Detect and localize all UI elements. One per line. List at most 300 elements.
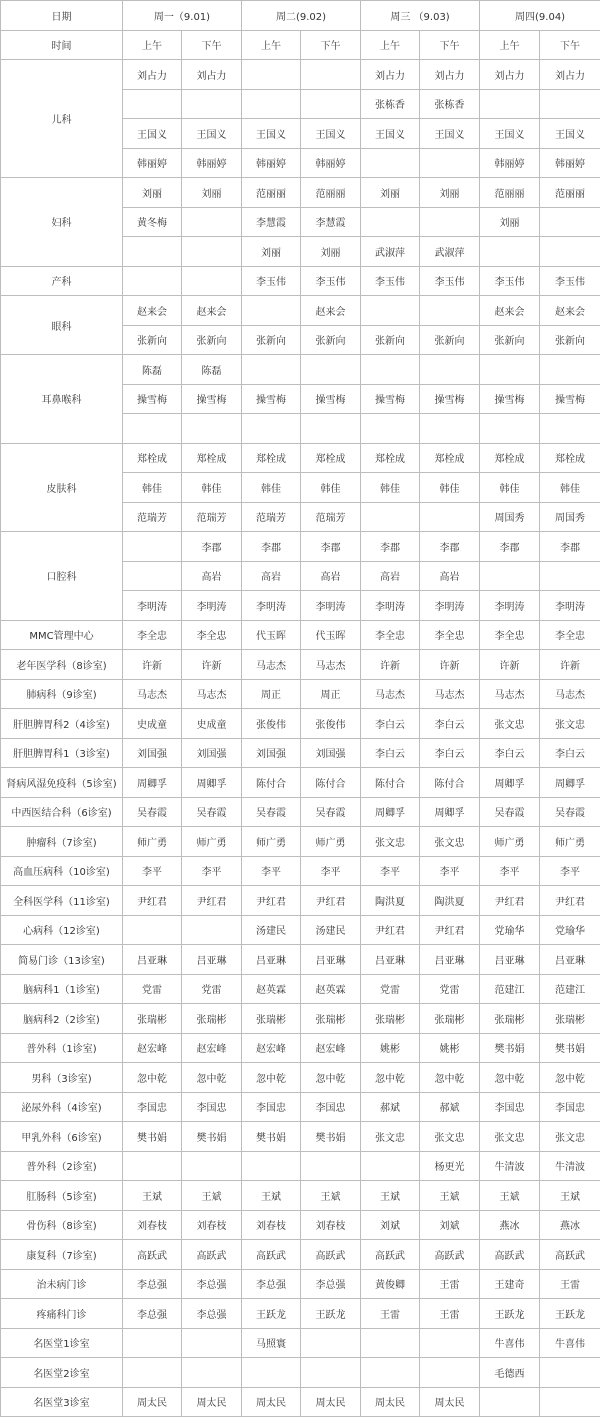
doctor-cell: 张新向 bbox=[480, 325, 540, 355]
doctor-cell: 高跃武 bbox=[182, 1240, 242, 1270]
doctor-cell: 周太民 bbox=[361, 1387, 420, 1417]
doctor-cell bbox=[361, 296, 420, 326]
am-label: 上午 bbox=[123, 30, 182, 60]
doctor-cell bbox=[420, 414, 480, 444]
doctor-cell: 周太民 bbox=[242, 1387, 301, 1417]
department-name: 骨伤科（8诊室) bbox=[1, 1210, 123, 1240]
doctor-cell: 许新 bbox=[182, 650, 242, 680]
doctor-cell bbox=[242, 414, 301, 444]
doctor-cell: 师广勇 bbox=[301, 827, 361, 857]
doctor-cell: 张新向 bbox=[123, 325, 182, 355]
doctor-cell: 尹红君 bbox=[540, 886, 600, 916]
department-name: 疼痛科门诊 bbox=[1, 1299, 123, 1329]
doctor-cell: 党雷 bbox=[123, 974, 182, 1004]
doctor-cell bbox=[182, 1358, 242, 1388]
doctor-cell: 韩丽婷 bbox=[242, 148, 301, 178]
doctor-cell: 张栋香 bbox=[420, 89, 480, 119]
doctor-cell: 王国义 bbox=[182, 119, 242, 149]
doctor-cell: 陶洪夏 bbox=[420, 886, 480, 916]
doctor-cell bbox=[123, 561, 182, 591]
doctor-cell: 吴春霞 bbox=[182, 797, 242, 827]
schedule-row bbox=[1, 1358, 600, 1388]
doctor-cell: 赵宏峰 bbox=[242, 1033, 301, 1063]
schedule-row bbox=[1, 856, 600, 886]
doctor-cell: 吴春霞 bbox=[540, 797, 600, 827]
doctor-cell bbox=[540, 355, 600, 385]
doctor-cell: 高岩 bbox=[420, 561, 480, 591]
doctor-cell: 周卿孚 bbox=[420, 797, 480, 827]
doctor-cell: 吕亚琳 bbox=[301, 945, 361, 975]
doctor-cell: 张文忠 bbox=[480, 1122, 540, 1152]
department-name: 眼科 bbox=[1, 296, 123, 355]
department-name: 泌尿外科（4诊室) bbox=[1, 1092, 123, 1122]
doctor-cell: 李总强 bbox=[182, 1299, 242, 1329]
doctor-cell: 王跃龙 bbox=[540, 1299, 600, 1329]
doctor-cell: 李平 bbox=[540, 856, 600, 886]
department-name: 康复科（7诊室) bbox=[1, 1240, 123, 1270]
doctor-cell bbox=[420, 1358, 480, 1388]
doctor-cell: 吴春霞 bbox=[480, 797, 540, 827]
doctor-cell: 操雪梅 bbox=[420, 384, 480, 414]
doctor-cell: 李白云 bbox=[420, 738, 480, 768]
doctor-cell bbox=[301, 355, 361, 385]
doctor-cell bbox=[420, 1328, 480, 1358]
doctor-cell bbox=[123, 1358, 182, 1388]
doctor-cell: 刘占力 bbox=[540, 60, 600, 90]
doctor-cell: 周太民 bbox=[182, 1387, 242, 1417]
doctor-cell: 范建江 bbox=[480, 974, 540, 1004]
pm-label: 下午 bbox=[420, 30, 480, 60]
doctor-cell: 王国义 bbox=[361, 119, 420, 149]
doctor-cell bbox=[123, 237, 182, 267]
doctor-cell: 武淑萍 bbox=[420, 237, 480, 267]
schedule-row bbox=[1, 827, 600, 857]
doctor-cell: 刘春枝 bbox=[182, 1210, 242, 1240]
doctor-cell bbox=[540, 414, 600, 444]
doctor-cell: 操雪梅 bbox=[480, 384, 540, 414]
doctor-cell: 忽中乾 bbox=[123, 1063, 182, 1093]
doctor-cell: 许新 bbox=[420, 650, 480, 680]
doctor-cell: 许新 bbox=[123, 650, 182, 680]
doctor-cell bbox=[182, 89, 242, 119]
doctor-cell: 樊书娟 bbox=[242, 1122, 301, 1152]
doctor-cell: 尹红君 bbox=[420, 915, 480, 945]
doctor-cell: 吕亚琳 bbox=[361, 945, 420, 975]
doctor-cell: 李总强 bbox=[301, 1269, 361, 1299]
doctor-cell: 李平 bbox=[123, 856, 182, 886]
department-name: 高血压病科（10诊室) bbox=[1, 856, 123, 886]
doctor-cell: 牛喜伟 bbox=[480, 1328, 540, 1358]
doctor-cell: 赵来会 bbox=[123, 296, 182, 326]
doctor-cell: 李白云 bbox=[361, 709, 420, 739]
doctor-cell: 忽中乾 bbox=[420, 1063, 480, 1093]
doctor-cell: 高跃武 bbox=[301, 1240, 361, 1270]
doctor-cell bbox=[123, 1151, 182, 1181]
doctor-cell: 韩丽婷 bbox=[540, 148, 600, 178]
department-name: 儿科 bbox=[1, 60, 123, 178]
doctor-cell: 许新 bbox=[480, 650, 540, 680]
doctor-cell: 周正 bbox=[301, 679, 361, 709]
doctor-cell: 高岩 bbox=[242, 561, 301, 591]
doctor-cell: 张文忠 bbox=[420, 827, 480, 857]
doctor-cell: 韩佳 bbox=[182, 473, 242, 503]
doctor-cell: 李白云 bbox=[480, 738, 540, 768]
schedule-row bbox=[1, 355, 600, 385]
doctor-cell: 王雷 bbox=[420, 1299, 480, 1329]
department-name: 口腔科 bbox=[1, 532, 123, 621]
am-label: 上午 bbox=[242, 30, 301, 60]
doctor-cell: 陈付合 bbox=[301, 768, 361, 798]
doctor-cell: 杨更光 bbox=[420, 1151, 480, 1181]
day-header-mon: 周一（9.01) bbox=[123, 1, 242, 31]
schedule-row bbox=[1, 1299, 600, 1329]
doctor-cell: 马志杰 bbox=[420, 679, 480, 709]
doctor-cell: 樊书娟 bbox=[540, 1033, 600, 1063]
doctor-cell: 马志杰 bbox=[540, 679, 600, 709]
doctor-cell: 忽中乾 bbox=[242, 1063, 301, 1093]
doctor-cell: 张文忠 bbox=[540, 1122, 600, 1152]
doctor-cell: 武淑萍 bbox=[361, 237, 420, 267]
doctor-cell: 李平 bbox=[301, 856, 361, 886]
doctor-cell: 李全忠 bbox=[123, 620, 182, 650]
doctor-cell bbox=[242, 89, 301, 119]
doctor-cell: 陈磊 bbox=[182, 355, 242, 385]
doctor-cell: 高岩 bbox=[361, 561, 420, 591]
doctor-cell: 王斌 bbox=[242, 1181, 301, 1211]
header-row-times bbox=[1, 30, 600, 60]
doctor-cell: 燕冰 bbox=[480, 1210, 540, 1240]
doctor-cell: 王斌 bbox=[480, 1181, 540, 1211]
doctor-cell: 师广勇 bbox=[242, 827, 301, 857]
doctor-cell: 郑栓成 bbox=[182, 443, 242, 473]
department-name: 脑病科2（2诊室) bbox=[1, 1004, 123, 1034]
doctor-cell: 赵来会 bbox=[480, 296, 540, 326]
doctor-cell: 张俊伟 bbox=[301, 709, 361, 739]
doctor-cell: 王国义 bbox=[480, 119, 540, 149]
doctor-cell: 范瑞芳 bbox=[301, 502, 361, 532]
doctor-cell: 师广勇 bbox=[123, 827, 182, 857]
doctor-cell: 代玉晖 bbox=[301, 620, 361, 650]
department-name: 产科 bbox=[1, 266, 123, 296]
doctor-cell: 樊书娟 bbox=[301, 1122, 361, 1152]
doctor-cell bbox=[242, 355, 301, 385]
doctor-cell: 李慧霞 bbox=[242, 207, 301, 237]
doctor-cell: 郑栓成 bbox=[480, 443, 540, 473]
doctor-cell: 张瑞彬 bbox=[242, 1004, 301, 1034]
doctor-cell: 刘占力 bbox=[480, 60, 540, 90]
doctor-cell: 刘占力 bbox=[123, 60, 182, 90]
doctor-cell: 刘丽 bbox=[361, 178, 420, 208]
doctor-cell: 牛清波 bbox=[480, 1151, 540, 1181]
doctor-cell: 周卿孚 bbox=[480, 768, 540, 798]
department-name: 中西医结合科（6诊室) bbox=[1, 797, 123, 827]
doctor-cell: 韩丽婷 bbox=[182, 148, 242, 178]
doctor-cell: 王国义 bbox=[540, 119, 600, 149]
doctor-cell: 郝斌 bbox=[361, 1092, 420, 1122]
schedule-row bbox=[1, 1122, 600, 1152]
schedule-row bbox=[1, 296, 600, 326]
doctor-cell bbox=[361, 414, 420, 444]
schedule-row bbox=[1, 620, 600, 650]
department-name: 普外科（2诊室) bbox=[1, 1151, 123, 1181]
doctor-cell: 周国秀 bbox=[480, 502, 540, 532]
am-label: 上午 bbox=[361, 30, 420, 60]
doctor-cell: 张新向 bbox=[540, 325, 600, 355]
doctor-cell: 刘春枝 bbox=[123, 1210, 182, 1240]
doctor-cell bbox=[182, 266, 242, 296]
doctor-cell: 忽中乾 bbox=[480, 1063, 540, 1093]
doctor-cell: 李白云 bbox=[361, 738, 420, 768]
doctor-cell: 李全忠 bbox=[361, 620, 420, 650]
doctor-cell: 张文忠 bbox=[361, 827, 420, 857]
doctor-cell: 马志杰 bbox=[182, 679, 242, 709]
doctor-cell: 范丽丽 bbox=[540, 178, 600, 208]
doctor-cell: 吕亚琳 bbox=[182, 945, 242, 975]
doctor-cell bbox=[480, 414, 540, 444]
doctor-cell: 李平 bbox=[480, 856, 540, 886]
doctor-cell: 李郡 bbox=[182, 532, 242, 562]
doctor-cell: 范瑞芳 bbox=[182, 502, 242, 532]
doctor-cell bbox=[182, 1328, 242, 1358]
doctor-cell: 李总强 bbox=[123, 1269, 182, 1299]
doctor-cell: 李国忠 bbox=[182, 1092, 242, 1122]
doctor-cell: 李平 bbox=[420, 856, 480, 886]
day-header-wed: 周三 （9.03) bbox=[361, 1, 480, 31]
doctor-cell bbox=[242, 60, 301, 90]
doctor-cell: 李总强 bbox=[242, 1269, 301, 1299]
doctor-cell: 韩佳 bbox=[361, 473, 420, 503]
department-name: 肿瘤科（7诊室) bbox=[1, 827, 123, 857]
doctor-cell: 韩佳 bbox=[540, 473, 600, 503]
doctor-cell: 吕亚琳 bbox=[540, 945, 600, 975]
schedule-row bbox=[1, 679, 600, 709]
doctor-cell: 范丽丽 bbox=[242, 178, 301, 208]
department-name: 妇科 bbox=[1, 178, 123, 267]
doctor-cell: 高跃武 bbox=[361, 1240, 420, 1270]
doctor-cell bbox=[301, 60, 361, 90]
schedule-row bbox=[1, 945, 600, 975]
doctor-cell: 周卿孚 bbox=[123, 768, 182, 798]
doctor-cell: 李全忠 bbox=[480, 620, 540, 650]
doctor-cell bbox=[123, 89, 182, 119]
doctor-cell bbox=[480, 1387, 540, 1417]
doctor-cell: 李郡 bbox=[420, 532, 480, 562]
doctor-cell: 王斌 bbox=[123, 1181, 182, 1211]
doctor-cell: 赵宏峰 bbox=[301, 1033, 361, 1063]
doctor-cell: 陈付合 bbox=[361, 768, 420, 798]
doctor-cell: 李郡 bbox=[540, 532, 600, 562]
doctor-cell: 张新向 bbox=[242, 325, 301, 355]
doctor-cell: 韩佳 bbox=[242, 473, 301, 503]
schedule-row bbox=[1, 1387, 600, 1417]
doctor-cell: 王跃龙 bbox=[480, 1299, 540, 1329]
schedule-row bbox=[1, 1033, 600, 1063]
doctor-cell bbox=[540, 1387, 600, 1417]
doctor-cell: 韩丽婷 bbox=[123, 148, 182, 178]
doctor-cell: 刘丽 bbox=[480, 207, 540, 237]
schedule-row bbox=[1, 974, 600, 1004]
doctor-cell: 党雷 bbox=[361, 974, 420, 1004]
doctor-cell: 高跃武 bbox=[242, 1240, 301, 1270]
pm-label: 下午 bbox=[182, 30, 242, 60]
doctor-cell: 牛清波 bbox=[540, 1151, 600, 1181]
doctor-cell bbox=[301, 1328, 361, 1358]
doctor-cell bbox=[242, 1151, 301, 1181]
doctor-cell: 王跃龙 bbox=[242, 1299, 301, 1329]
doctor-cell: 忽中乾 bbox=[182, 1063, 242, 1093]
doctor-cell: 范建江 bbox=[540, 974, 600, 1004]
doctor-cell: 马志杰 bbox=[480, 679, 540, 709]
doctor-cell: 郑栓成 bbox=[540, 443, 600, 473]
schedule-body bbox=[1, 1, 600, 1417]
doctor-cell: 马志杰 bbox=[123, 679, 182, 709]
doctor-cell: 郑栓成 bbox=[242, 443, 301, 473]
doctor-cell: 姚彬 bbox=[361, 1033, 420, 1063]
doctor-cell: 李明涛 bbox=[182, 591, 242, 621]
doctor-cell: 尹红君 bbox=[123, 886, 182, 916]
doctor-cell bbox=[420, 148, 480, 178]
doctor-cell: 黄冬梅 bbox=[123, 207, 182, 237]
schedule-row bbox=[1, 1004, 600, 1034]
doctor-cell: 范瑞芳 bbox=[123, 502, 182, 532]
doctor-cell: 王雷 bbox=[361, 1299, 420, 1329]
department-name: 脑病科1（1诊室) bbox=[1, 974, 123, 1004]
schedule-row bbox=[1, 768, 600, 798]
doctor-cell: 忽中乾 bbox=[540, 1063, 600, 1093]
doctor-cell: 史成童 bbox=[182, 709, 242, 739]
doctor-cell: 刘春枝 bbox=[242, 1210, 301, 1240]
doctor-cell: 王国义 bbox=[242, 119, 301, 149]
doctor-cell: 樊书娟 bbox=[123, 1122, 182, 1152]
doctor-cell: 陈付合 bbox=[420, 768, 480, 798]
doctor-cell: 樊书娟 bbox=[480, 1033, 540, 1063]
doctor-cell: 陈付合 bbox=[242, 768, 301, 798]
doctor-cell: 吴春霞 bbox=[123, 797, 182, 827]
doctor-cell: 韩佳 bbox=[301, 473, 361, 503]
doctor-cell: 李平 bbox=[182, 856, 242, 886]
doctor-cell: 操雪梅 bbox=[123, 384, 182, 414]
doctor-cell bbox=[361, 1358, 420, 1388]
doctor-cell: 赵来会 bbox=[540, 296, 600, 326]
doctor-cell: 毛德西 bbox=[480, 1358, 540, 1388]
schedule-row bbox=[1, 886, 600, 916]
doctor-cell: 郑栓成 bbox=[420, 443, 480, 473]
doctor-cell: 张瑞彬 bbox=[123, 1004, 182, 1034]
doctor-cell bbox=[540, 237, 600, 267]
schedule-row bbox=[1, 1269, 600, 1299]
schedule-row bbox=[1, 1328, 600, 1358]
doctor-cell: 周太民 bbox=[420, 1387, 480, 1417]
schedule-row bbox=[1, 178, 600, 208]
department-name: 皮肤科 bbox=[1, 443, 123, 532]
doctor-cell: 陈磊 bbox=[123, 355, 182, 385]
doctor-cell: 李明涛 bbox=[301, 591, 361, 621]
doctor-cell: 张瑞彬 bbox=[540, 1004, 600, 1034]
time-label: 时间 bbox=[1, 30, 123, 60]
doctor-cell: 李郡 bbox=[361, 532, 420, 562]
doctor-cell: 李国忠 bbox=[540, 1092, 600, 1122]
doctor-cell: 王斌 bbox=[540, 1181, 600, 1211]
doctor-cell: 李国忠 bbox=[123, 1092, 182, 1122]
doctor-cell bbox=[242, 296, 301, 326]
doctor-cell bbox=[480, 237, 540, 267]
doctor-cell: 李白云 bbox=[420, 709, 480, 739]
doctor-cell: 赵英霖 bbox=[242, 974, 301, 1004]
doctor-cell: 尹红君 bbox=[480, 886, 540, 916]
doctor-cell: 李明涛 bbox=[123, 591, 182, 621]
doctor-cell: 张瑞彬 bbox=[361, 1004, 420, 1034]
am-label: 上午 bbox=[480, 30, 540, 60]
doctor-cell: 吴春霞 bbox=[242, 797, 301, 827]
doctor-cell: 李总强 bbox=[123, 1299, 182, 1329]
schedule-row bbox=[1, 443, 600, 473]
doctor-cell: 刘斌 bbox=[420, 1210, 480, 1240]
doctor-cell: 周卿孚 bbox=[540, 768, 600, 798]
doctor-cell: 郑栓成 bbox=[361, 443, 420, 473]
doctor-cell: 李总强 bbox=[182, 1269, 242, 1299]
doctor-cell: 韩佳 bbox=[123, 473, 182, 503]
doctor-cell bbox=[361, 502, 420, 532]
doctor-cell: 郑栓成 bbox=[301, 443, 361, 473]
doctor-cell: 王斌 bbox=[301, 1181, 361, 1211]
doctor-cell bbox=[301, 414, 361, 444]
department-name: 名医堂3诊室 bbox=[1, 1387, 123, 1417]
doctor-cell: 周卿孚 bbox=[361, 797, 420, 827]
doctor-cell: 忽中乾 bbox=[301, 1063, 361, 1093]
doctor-cell: 李全忠 bbox=[540, 620, 600, 650]
doctor-cell: 张新向 bbox=[361, 325, 420, 355]
department-name: 肾病风湿免疫科（5诊室) bbox=[1, 768, 123, 798]
doctor-cell: 李明涛 bbox=[361, 591, 420, 621]
doctor-cell: 党瑜华 bbox=[480, 915, 540, 945]
doctor-cell: 范瑞芳 bbox=[242, 502, 301, 532]
schedule-row bbox=[1, 709, 600, 739]
doctor-cell: 王斌 bbox=[361, 1181, 420, 1211]
doctor-cell: 刘丽 bbox=[420, 178, 480, 208]
doctor-cell: 燕冰 bbox=[540, 1210, 600, 1240]
doctor-cell: 李国忠 bbox=[242, 1092, 301, 1122]
doctor-cell: 郑栓成 bbox=[123, 443, 182, 473]
doctor-cell bbox=[123, 1328, 182, 1358]
doctor-cell: 张文忠 bbox=[420, 1122, 480, 1152]
doctor-cell: 李玉伟 bbox=[480, 266, 540, 296]
doctor-cell: 李全忠 bbox=[420, 620, 480, 650]
doctor-cell: 刘国强 bbox=[301, 738, 361, 768]
doctor-cell bbox=[361, 148, 420, 178]
schedule-row bbox=[1, 738, 600, 768]
schedule-row bbox=[1, 1181, 600, 1211]
doctor-cell: 韩佳 bbox=[420, 473, 480, 503]
schedule-row bbox=[1, 650, 600, 680]
doctor-cell: 史成童 bbox=[123, 709, 182, 739]
doctor-cell: 刘春枝 bbox=[301, 1210, 361, 1240]
doctor-cell: 王雷 bbox=[420, 1269, 480, 1299]
doctor-cell: 周正 bbox=[242, 679, 301, 709]
doctor-cell: 李明涛 bbox=[540, 591, 600, 621]
doctor-cell: 王跃龙 bbox=[301, 1299, 361, 1329]
department-name: 普外科（1诊室) bbox=[1, 1033, 123, 1063]
department-name: 简易门诊（13诊室) bbox=[1, 945, 123, 975]
schedule-row bbox=[1, 1210, 600, 1240]
department-name: 肝胆脾胃科2（4诊室) bbox=[1, 709, 123, 739]
doctor-cell: 高岩 bbox=[182, 561, 242, 591]
doctor-cell bbox=[420, 355, 480, 385]
doctor-cell: 张新向 bbox=[420, 325, 480, 355]
schedule-row bbox=[1, 1092, 600, 1122]
doctor-cell: 李全忠 bbox=[182, 620, 242, 650]
doctor-cell bbox=[480, 561, 540, 591]
doctor-cell: 吕亚琳 bbox=[242, 945, 301, 975]
